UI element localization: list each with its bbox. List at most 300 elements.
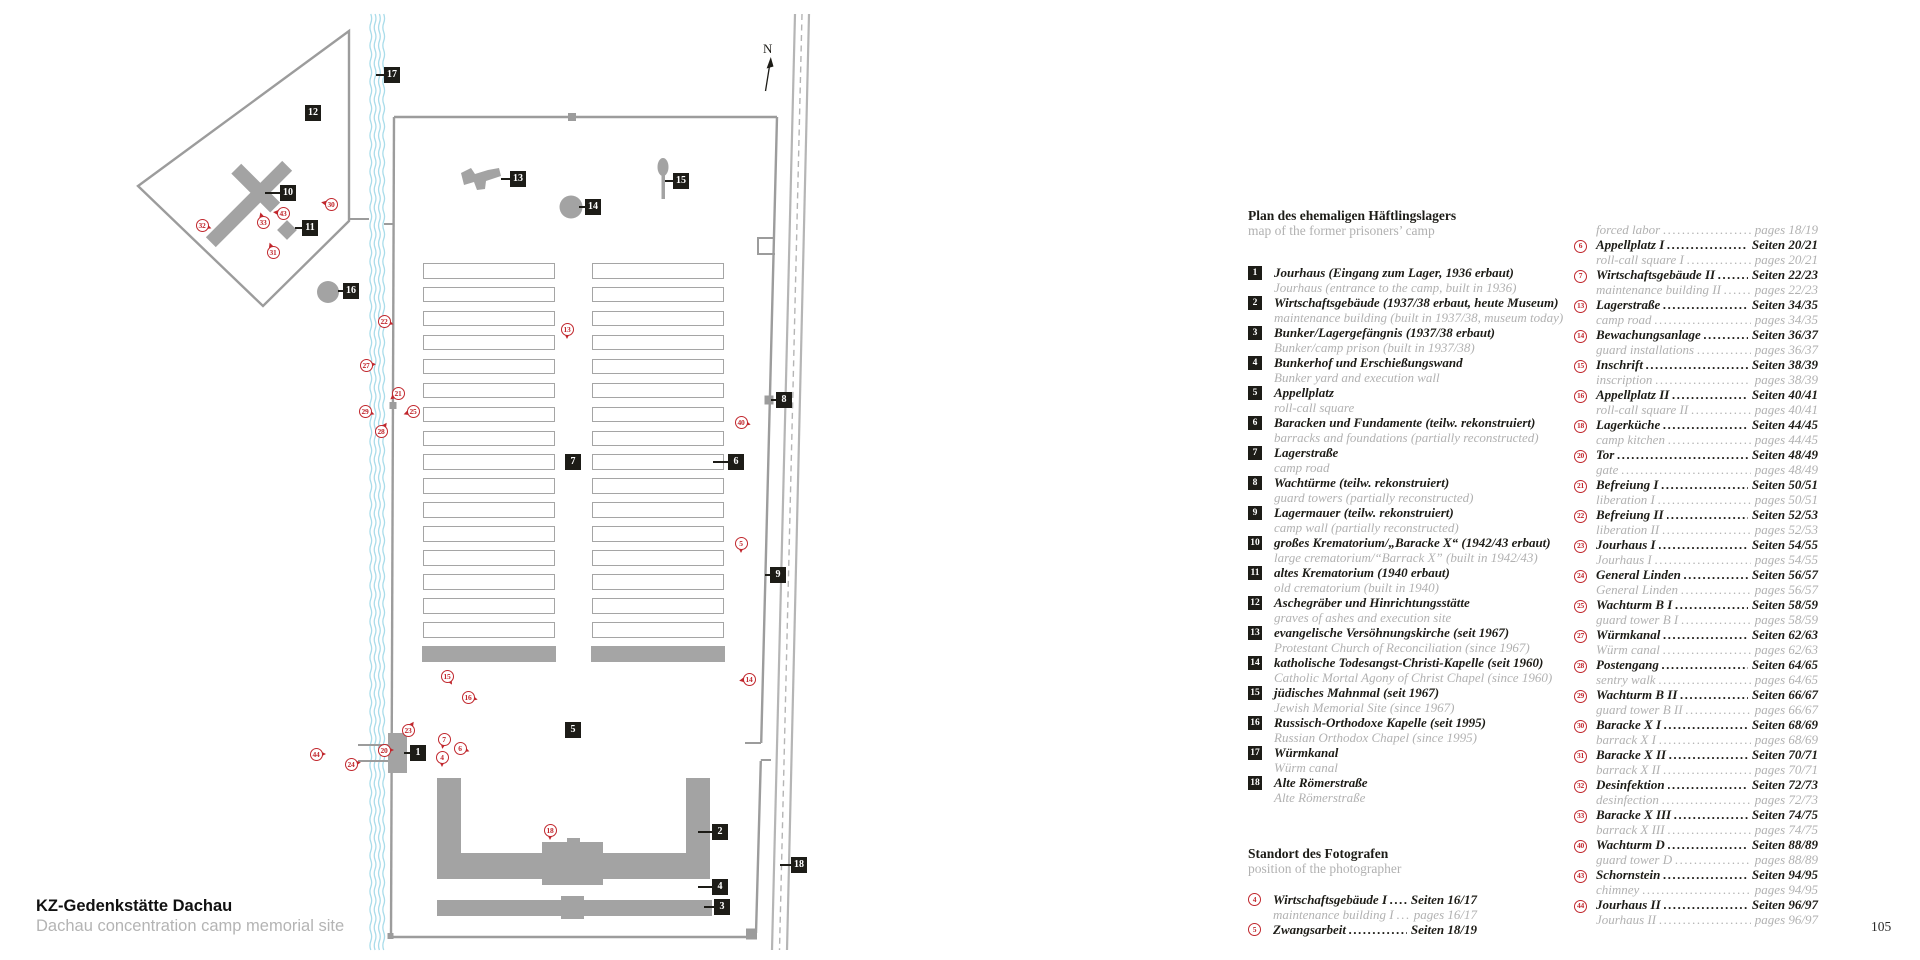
- legend2-orphan-en-pages: pages 18/19: [1754, 222, 1818, 237]
- legend2-item-number: 6: [1574, 240, 1587, 253]
- legend2-entry-de-pages: Seiten 64/65: [1751, 657, 1818, 672]
- legend2-entry-en-pages: pages 22/23: [1754, 282, 1818, 297]
- legend-item-13: [1248, 625, 1570, 655]
- legend-item-text: [1274, 625, 1530, 655]
- map-label-13: 13: [510, 171, 526, 187]
- dot-leader: [1617, 447, 1748, 462]
- legend2-entry-en-pages: pages 68/69: [1754, 732, 1818, 747]
- legend2-item-28: [1572, 657, 1818, 687]
- dot-leader: [1663, 417, 1748, 432]
- photographer-pin-16: [462, 691, 475, 704]
- photographer-pin-25: [407, 405, 420, 418]
- legend2-entry-de: [1596, 357, 1818, 372]
- legend2-entry-de-pages: Seiten 52/53: [1751, 507, 1818, 522]
- photographer-pin-13: [561, 323, 574, 336]
- legend2-item-20: [1572, 447, 1818, 477]
- dot-leader: [1667, 237, 1748, 252]
- photographer-pin-21: [392, 387, 405, 400]
- legend2-item-number: 40: [1574, 840, 1587, 853]
- dot-leader: [1686, 702, 1751, 717]
- legend2-entry-en: [1596, 522, 1818, 537]
- legend-item-de: jüdisches Mahnmal (seit 1967): [1274, 685, 1440, 700]
- dot-leader: [1349, 922, 1407, 937]
- photo-entry-en: [1273, 907, 1477, 922]
- legend-item-de: katholische Todesangst-Christi-Kapelle (seit 1960): [1274, 655, 1544, 670]
- legend-item-number: 16: [1248, 716, 1262, 730]
- legend2-entry-en-pages: pages 88/89: [1754, 852, 1818, 867]
- legend2-entry-en-pages: pages 96/97: [1754, 912, 1818, 927]
- dot-leader: [1663, 867, 1748, 882]
- photographer-items: [1248, 892, 1570, 952]
- legend2-entry-de: [1596, 597, 1818, 612]
- legend2-entry-de-pages: Seiten 88/89: [1751, 837, 1818, 852]
- pin-number: 28: [375, 425, 388, 438]
- legend2-item-number: 43: [1574, 870, 1587, 883]
- legend2-entry-en-pages: pages 40/41: [1754, 402, 1818, 417]
- legend2-item-number: 30: [1574, 720, 1587, 733]
- legend2-entry-de-label: General Linden: [1596, 567, 1681, 582]
- dot-leader: [1668, 837, 1748, 852]
- legend2-entry-en: [1596, 792, 1818, 807]
- photo-entry-de: [1273, 922, 1477, 937]
- legend2-entry-en: [1596, 402, 1818, 417]
- photographer-pin-28: [375, 425, 388, 438]
- legend2-entry-de-label: Jourhaus I: [1596, 537, 1656, 552]
- legend-item-de: Aschegräber und Hinrichtungsstätte: [1274, 595, 1470, 610]
- legend2-orphan: [1572, 222, 1818, 237]
- pin-number: 40: [735, 416, 748, 429]
- map-label-18: 18: [791, 857, 807, 873]
- map-label-5: 5: [565, 722, 581, 738]
- photographer-item-number: 4: [1248, 893, 1261, 906]
- legend-item-12: [1248, 595, 1570, 625]
- legend2-entry-en-label: guard tower B II: [1596, 702, 1683, 717]
- photo-entry-de-pages: Seiten 16/17: [1410, 892, 1477, 907]
- legend-item-number: 13: [1248, 626, 1262, 640]
- legend2-entry-en: [1596, 432, 1818, 447]
- legend2-entry-de: [1596, 867, 1818, 882]
- legend2-item-number: 33: [1574, 810, 1587, 823]
- dot-leader: [1662, 522, 1751, 537]
- legend2-entry-de: [1596, 897, 1818, 912]
- legend-item-number: 11: [1248, 566, 1262, 580]
- legend2-entry-de: [1596, 807, 1818, 822]
- legend2-entry-de-pages: Seiten 66/67: [1751, 687, 1818, 702]
- legend-item-number: 18: [1248, 776, 1262, 790]
- legend2-item-13: [1572, 297, 1818, 327]
- legend2-entry-en-pages: pages 70/71: [1754, 762, 1818, 777]
- legend2-entry-de-pages: Seiten 44/45: [1751, 417, 1818, 432]
- legend2-entry-de-pages: Seiten 48/49: [1751, 447, 1818, 462]
- legend-item-de: Bunker/Lagergefängnis (1937/38 erbaut): [1274, 325, 1496, 340]
- map-label-3: 3: [714, 899, 730, 915]
- photographer-pin-18: [544, 824, 557, 837]
- dot-leader: [1659, 537, 1748, 552]
- legend-item-en: Jewish Memorial Site (since 1967): [1274, 700, 1455, 715]
- photographer-pin-27: [360, 359, 373, 372]
- legend-item-de: Russisch-Orthodoxe Kapelle (seit 1995): [1274, 715, 1486, 730]
- legend2-entry-de-label: Postengang: [1596, 657, 1659, 672]
- legend2-entry-de: [1596, 297, 1818, 312]
- dot-leader: [1697, 342, 1751, 357]
- legend-item-text: [1274, 715, 1486, 745]
- photographer-pin-20: [378, 744, 391, 757]
- legend2-entry-en: [1596, 282, 1818, 297]
- legend2-entry-de-pages: Seiten 20/21: [1751, 237, 1818, 252]
- legend-item-text: [1274, 565, 1450, 595]
- legend2-entry-de-label: Wirtschaftsgebäude II: [1596, 267, 1716, 282]
- legend-title-de: Plan des ehemaligen Häftlingslagers: [1248, 208, 1457, 223]
- legend2-entry-en-label: maintenance building II: [1596, 282, 1721, 297]
- legend2-entry-de: [1596, 447, 1818, 462]
- dot-leader: [1663, 642, 1751, 657]
- legend-item-18: [1248, 775, 1570, 805]
- photographer-pin-15: [441, 670, 454, 683]
- map-label-8: 8: [776, 392, 792, 408]
- photographer-pin-6: [454, 742, 467, 755]
- legend-item-de: Jourhaus (Eingang zum Lager, 1936 erbaut): [1274, 265, 1514, 280]
- legend2-entry-en-label: roll-call square I: [1596, 252, 1684, 267]
- pin-number: 23: [402, 724, 415, 737]
- legend2-entry-en: [1596, 642, 1818, 657]
- legend2-item-44: [1572, 897, 1818, 927]
- legend-item-2: [1248, 295, 1570, 325]
- dot-leader: [1661, 477, 1747, 492]
- legend2-entry-de-pages: Seiten 36/37: [1751, 327, 1818, 342]
- legend2-entry-en-label: barrack X II: [1596, 762, 1661, 777]
- photo-entry-de-label: Zwangsarbeit: [1273, 922, 1346, 937]
- pin-number: 5: [735, 537, 748, 550]
- legend2-item-27: [1572, 627, 1818, 657]
- pin-number: 20: [378, 744, 391, 757]
- legend-item-text: [1274, 385, 1354, 415]
- map-label-7: 7: [565, 454, 581, 470]
- legend-item-17: [1248, 745, 1570, 775]
- legend2-item-number: 29: [1574, 690, 1587, 703]
- dot-leader: [1681, 582, 1751, 597]
- legend-item-number: 12: [1248, 596, 1262, 610]
- legend-column-2: [1572, 222, 1818, 927]
- legend-item-de: Bunkerhof und Erschießungswand: [1274, 355, 1463, 370]
- legend2-entry-de-label: Befreiung I: [1596, 477, 1659, 492]
- legend2-entry-de-label: Baracke X III: [1596, 807, 1672, 822]
- legend-item-15: [1248, 685, 1570, 715]
- legend-item-text: [1274, 655, 1552, 685]
- legend2-entry-de-pages: Seiten 68/69: [1751, 717, 1818, 732]
- legend-item-en: old crematorium (built in 1940): [1274, 580, 1439, 595]
- legend2-entry-en-pages: pages 56/57: [1754, 582, 1818, 597]
- legend2-entry-en-label: camp kitchen: [1596, 432, 1665, 447]
- photographer-pin-31: [267, 246, 280, 259]
- pin-number: 44: [310, 748, 323, 761]
- dot-leader: [1675, 852, 1751, 867]
- pin-number: 43: [277, 207, 290, 220]
- legend-item-4: [1248, 355, 1570, 385]
- legend-items: [1248, 265, 1570, 805]
- map-label-6: 6: [728, 454, 744, 470]
- legend2-entry-en: [1596, 312, 1818, 327]
- legend2-entry-en: [1596, 762, 1818, 777]
- photographer-title-de: Standort des Fotografen: [1248, 846, 1389, 861]
- legend2-entry-de: [1596, 837, 1818, 852]
- legend2-item-18: [1572, 417, 1818, 447]
- legend2-entry-de-label: Inschrift: [1596, 357, 1643, 372]
- dot-leader: [1663, 222, 1751, 237]
- photographer-item-text: [1273, 892, 1477, 922]
- legend-item-number: 8: [1248, 476, 1262, 490]
- legend2-entry-de-label: Wachturm B II: [1596, 687, 1678, 702]
- photographer-item-4: [1248, 892, 1570, 922]
- legend-item-7: [1248, 445, 1570, 475]
- legend2-entry-en: [1596, 822, 1818, 837]
- map-label-11: 11: [302, 220, 318, 236]
- pin-number: 33: [257, 216, 270, 229]
- legend2-entry-en-pages: pages 20/21: [1754, 252, 1818, 267]
- legend2-entry-de-pages: Seiten 96/97: [1751, 897, 1818, 912]
- legend-item-number: 17: [1248, 746, 1262, 760]
- legend2-item-32: [1572, 777, 1818, 807]
- pin-number: 32: [196, 219, 209, 232]
- page-subtitle: Dachau concentration camp memorial site: [36, 917, 345, 935]
- dot-leader: [1663, 762, 1751, 777]
- legend2-orphan-en: [1596, 222, 1818, 237]
- legend2-entry-de-label: Appellplatz II: [1596, 387, 1670, 402]
- legend-item-16: [1248, 715, 1570, 745]
- legend2-entry-en-pages: pages 62/63: [1754, 642, 1818, 657]
- photographer-pin-29: [359, 405, 372, 418]
- dot-leader: [1659, 672, 1751, 687]
- dot-leader: [1642, 882, 1750, 897]
- legend-item-en: camp wall (partially reconstructed): [1274, 520, 1459, 535]
- legend2-entry-en-label: Jourhaus I: [1596, 552, 1652, 567]
- dot-leader: [1659, 732, 1751, 747]
- legend-item-en: guard towers (partially reconstructed): [1274, 490, 1474, 505]
- dot-leader: [1704, 327, 1748, 342]
- legend-item-text: [1274, 415, 1539, 445]
- compass-north-label: N: [763, 41, 773, 56]
- legend-item-text: [1274, 295, 1563, 325]
- dot-leader: [1674, 807, 1748, 822]
- legend2-entry-en-label: liberation II: [1596, 522, 1660, 537]
- dot-leader: [1672, 387, 1748, 402]
- photographer-pin-43: [277, 207, 290, 220]
- legend2-entry-en: [1596, 582, 1818, 597]
- dot-leader: [1658, 492, 1751, 507]
- legend2-entry-de-label: Appellplatz I: [1596, 237, 1665, 252]
- legend-item-11: [1248, 565, 1570, 595]
- legend2-entry-en: [1596, 252, 1818, 267]
- map-label-1: 1: [410, 745, 426, 761]
- legend-item-text: [1274, 355, 1463, 385]
- legend2-item-number: 23: [1574, 540, 1587, 553]
- legend2-entry-de-pages: Seiten 70/71: [1751, 747, 1818, 762]
- legend2-item-22: [1572, 507, 1818, 537]
- legend-item-number: 15: [1248, 686, 1262, 700]
- legend2-item-number: 27: [1574, 630, 1587, 643]
- photographer-pin-22: [378, 315, 391, 328]
- legend2-entry-en-label: barrack X III: [1596, 822, 1665, 837]
- legend2-item-33: [1572, 807, 1818, 837]
- legend-item-de: Würmkanal: [1274, 745, 1339, 760]
- legend2-entry-de-label: Lagerküche: [1596, 417, 1661, 432]
- legend2-item-number: 13: [1574, 300, 1587, 313]
- map-label-15: 15: [673, 173, 689, 189]
- legend2-entry-de: [1596, 387, 1818, 402]
- dot-leader: [1680, 687, 1748, 702]
- legend2-entry-de-pages: Seiten 94/95: [1751, 867, 1818, 882]
- legend2-entry-de-label: Baracke X I: [1596, 717, 1661, 732]
- legend2-entry-de-label: Wachturm D: [1596, 837, 1665, 852]
- photo-entry-de-label: Wirtschaftsgebäude I: [1273, 892, 1387, 907]
- map-label-2: 2: [712, 824, 728, 840]
- legend2-entry-en-pages: pages 44/45: [1754, 432, 1818, 447]
- legend2-entry-de-pages: Seiten 58/59: [1751, 597, 1818, 612]
- legend2-item-29: [1572, 687, 1818, 717]
- legend2-item-16: [1572, 387, 1818, 417]
- photographer-pin-4: [436, 751, 449, 764]
- legend2-entry-de: [1596, 657, 1818, 672]
- legend-item-9: [1248, 505, 1570, 535]
- dot-leader: [1718, 267, 1748, 282]
- legend-item-14: [1248, 655, 1570, 685]
- legend-item-de: Wachtürme (teilw. rekonstruiert): [1274, 475, 1450, 490]
- legend-item-de: altes Krematorium (1940 erbaut): [1274, 565, 1450, 580]
- legend2-entry-en: [1596, 612, 1818, 627]
- legend2-entry-en-pages: pages 66/67: [1754, 702, 1818, 717]
- legend2-entry-de-label: Würmkanal: [1596, 627, 1661, 642]
- legend2-item-number: 21: [1574, 480, 1587, 493]
- legend2-entry-de-pages: Seiten 40/41: [1751, 387, 1818, 402]
- dot-leader: [1646, 357, 1748, 372]
- legend-item-number: 10: [1248, 536, 1262, 550]
- legend2-entry-en-label: guard installations: [1596, 342, 1695, 357]
- legend2-entry-de-label: Jourhaus II: [1596, 897, 1661, 912]
- dot-leader: [1663, 627, 1748, 642]
- legend-item-de: Lagerstraße: [1274, 445, 1339, 460]
- pin-number: 31: [267, 246, 280, 259]
- legend2-entry-de-label: Desinfektion: [1596, 777, 1665, 792]
- photographer-pin-7: [438, 733, 451, 746]
- legend-item-de: Wirtschaftsgebäude (1937/38 erbaut, heute Museum): [1274, 295, 1559, 310]
- pin-number: 25: [407, 405, 420, 418]
- dot-leader: [1668, 432, 1751, 447]
- legend2-entry-de-pages: Seiten 34/35: [1751, 297, 1818, 312]
- legend2-entry-en: [1596, 732, 1818, 747]
- legend2-entry-de-label: Schornstein: [1596, 867, 1661, 882]
- legend-item-en: large crematorium/“Barrack X” (built in 1942/43): [1274, 550, 1538, 565]
- legend2-entry-en-label: camp road: [1596, 312, 1652, 327]
- legend-item-en: camp road: [1274, 460, 1330, 475]
- photo-entry-de-pages: Seiten 18/19: [1410, 922, 1477, 937]
- legend2-item-15: [1572, 357, 1818, 387]
- legend2-entry-de: [1596, 687, 1818, 702]
- legend2-entry-en-pages: pages 72/73: [1754, 792, 1818, 807]
- pin-number: 13: [561, 323, 574, 336]
- map-label-12: 12: [305, 105, 321, 121]
- pin-number: 4: [436, 751, 449, 764]
- legend-item-en: graves of ashes and execution site: [1274, 610, 1452, 625]
- photographer-pin-40: [735, 416, 748, 429]
- legend2-entry-de-pages: Seiten 56/57: [1751, 567, 1818, 582]
- legend-item-5: [1248, 385, 1570, 415]
- pin-number: 16: [462, 691, 475, 704]
- legend-item-text: [1274, 475, 1473, 505]
- legend2-entry-en-pages: pages 54/55: [1754, 552, 1818, 567]
- legend-item-number: 14: [1248, 656, 1262, 670]
- map-label-16: 16: [343, 283, 359, 299]
- legend-column-1: [1248, 208, 1570, 952]
- legend2-entry-de-label: Baracke X II: [1596, 747, 1667, 762]
- legend2-entry-en-label: barrack X I: [1596, 732, 1656, 747]
- legend2-entry-en-pages: pages 52/53: [1754, 522, 1818, 537]
- dot-leader: [1390, 892, 1407, 907]
- legend2-entry-en: [1596, 552, 1818, 567]
- dot-leader: [1687, 252, 1751, 267]
- map-label-17: 17: [384, 67, 400, 83]
- legend2-entry-en-label: desinfection: [1596, 792, 1659, 807]
- legend2-entry-de: [1596, 267, 1818, 282]
- photographer-heading: [1248, 846, 1570, 876]
- legend2-item-24: [1572, 567, 1818, 597]
- dot-leader: [1668, 822, 1751, 837]
- map-label-10: 10: [280, 185, 296, 201]
- legend2-entry-de-label: Tor: [1596, 447, 1615, 462]
- legend-item-text: [1274, 745, 1338, 775]
- legend2-item-number: 22: [1574, 510, 1587, 523]
- legend-item-number: 1: [1248, 266, 1262, 280]
- legend2-item-43: [1572, 867, 1818, 897]
- legend2-item-number: 44: [1574, 900, 1587, 913]
- legend-item-de: Baracken und Fundamente (teilw. rekonstruiert): [1274, 415, 1536, 430]
- legend2-entry-de: [1596, 417, 1818, 432]
- legend2-item-number: 14: [1574, 330, 1587, 343]
- legend2-entry-de-label: Lagerstraße: [1596, 297, 1661, 312]
- pin-number: 21: [392, 387, 405, 400]
- dot-leader: [1662, 657, 1748, 672]
- photographer-pin-44: [310, 748, 323, 761]
- legend-item-8: [1248, 475, 1570, 505]
- dot-leader: [1667, 507, 1748, 522]
- pin-number: 15: [441, 670, 454, 683]
- legend-item-de: Lagermauer (teilw. rekonstruiert): [1274, 505, 1454, 520]
- legend2-entry-en-label: roll-call square II: [1596, 402, 1689, 417]
- legend2-item-30: [1572, 717, 1818, 747]
- photo-entry-en-pages: pages 16/17: [1413, 907, 1477, 922]
- photographer-pin-23: [402, 724, 415, 737]
- legend-title-en: map of the former prisoners’ camp: [1248, 223, 1435, 238]
- legend2-entry-de-pages: Seiten 72/73: [1751, 777, 1818, 792]
- photographer-title-en: position of the photographer: [1248, 861, 1402, 876]
- legend-item-en: maintenance building (built in 1937/38, museum today): [1274, 310, 1564, 325]
- legend2-entry-de: [1596, 477, 1818, 492]
- legend-item-number: 5: [1248, 386, 1262, 400]
- legend2-entry-de-label: Bewachungsanlage: [1596, 327, 1701, 342]
- photographer-pin-32: [196, 219, 209, 232]
- legend2-entry-de: [1596, 717, 1818, 732]
- pin-number: 27: [360, 359, 373, 372]
- legend2-entry-en: [1596, 342, 1818, 357]
- photographer-item-number: 5: [1248, 923, 1261, 936]
- legend-item-1: [1248, 265, 1570, 295]
- dot-leader: [1655, 372, 1750, 387]
- legend-item-text: [1274, 325, 1495, 355]
- legend2-item-number: 25: [1574, 600, 1587, 613]
- legend2-entry-en-pages: pages 38/39: [1754, 372, 1818, 387]
- legend2-entry-en-label: chimney: [1596, 882, 1640, 897]
- photo-entry-en-label: maintenance building I: [1273, 907, 1394, 922]
- dot-leader: [1621, 462, 1750, 477]
- legend2-entry-de: [1596, 627, 1818, 642]
